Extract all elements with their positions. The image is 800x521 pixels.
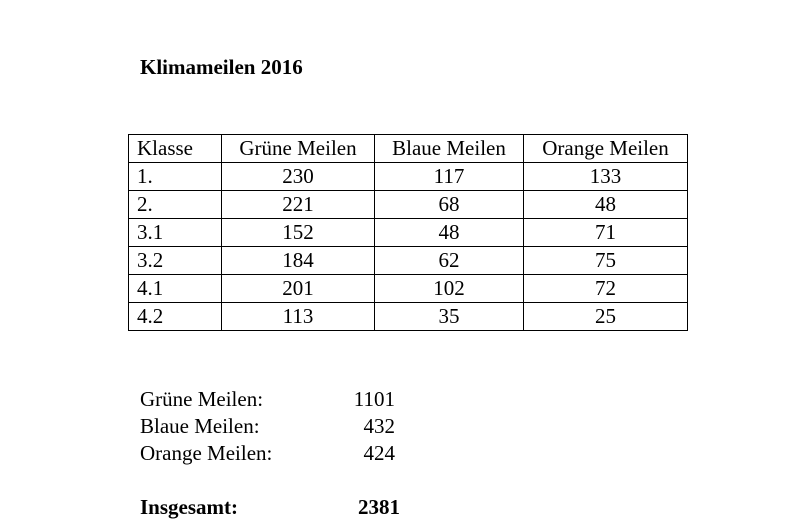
- column-header-blaue-meilen: Blaue Meilen: [375, 135, 524, 163]
- total-row: [140, 494, 410, 521]
- table-cell-klasse: 4.2: [129, 303, 222, 331]
- table-cell-gruene: 152: [222, 219, 375, 247]
- table-cell-blaue: 68: [375, 191, 524, 219]
- table-cell-orange: 72: [524, 275, 688, 303]
- summary-value: 1101: [353, 387, 395, 411]
- column-header-gruene-meilen: Grüne Meilen: [222, 135, 375, 163]
- table-cell-klasse: 2.: [129, 191, 222, 219]
- table-row: [129, 275, 688, 303]
- table-cell-orange: 71: [524, 219, 688, 247]
- table-row: [129, 247, 688, 275]
- document-title: Klimameilen 2016: [140, 55, 303, 79]
- table-cell-klasse: 3.2: [129, 247, 222, 275]
- summary-label: Grüne Meilen:: [140, 387, 264, 411]
- table-cell-gruene: 221: [222, 191, 375, 219]
- table-cell-blaue: 117: [375, 163, 524, 191]
- table-cell-klasse: 4.1: [129, 275, 222, 303]
- total-value: 2381: [358, 495, 400, 519]
- summary-value: 432: [363, 414, 395, 438]
- table-cell-blaue: 102: [375, 275, 524, 303]
- table-cell-blaue: 62: [375, 247, 524, 275]
- miles-table: [128, 134, 688, 331]
- table-cell-klasse: 3.1: [129, 219, 222, 247]
- table-cell-klasse: 1.: [129, 163, 222, 191]
- table-header-row: [129, 135, 688, 163]
- table-cell-blaue: 48: [375, 219, 524, 247]
- column-header-klasse: Klasse: [129, 135, 222, 163]
- table-row: [129, 303, 688, 331]
- summary-label: Orange Meilen:: [140, 441, 273, 465]
- table-cell-orange: 25: [524, 303, 688, 331]
- table-row: [129, 219, 688, 247]
- summary-value: 424: [363, 441, 395, 465]
- table-cell-gruene: 201: [222, 275, 375, 303]
- total-label: Insgesamt:: [140, 495, 238, 519]
- table-row: [129, 163, 688, 191]
- table-cell-gruene: 184: [222, 247, 375, 275]
- table-cell-gruene: 230: [222, 163, 375, 191]
- table-cell-gruene: 113: [222, 303, 375, 331]
- table-cell-blaue: 35: [375, 303, 524, 331]
- column-header-orange-meilen: Orange Meilen: [524, 135, 688, 163]
- table-cell-orange: 48: [524, 191, 688, 219]
- table-cell-orange: 75: [524, 247, 688, 275]
- table-row: [129, 191, 688, 219]
- summary-label: Blaue Meilen:: [140, 414, 260, 438]
- table-cell-orange: 133: [524, 163, 688, 191]
